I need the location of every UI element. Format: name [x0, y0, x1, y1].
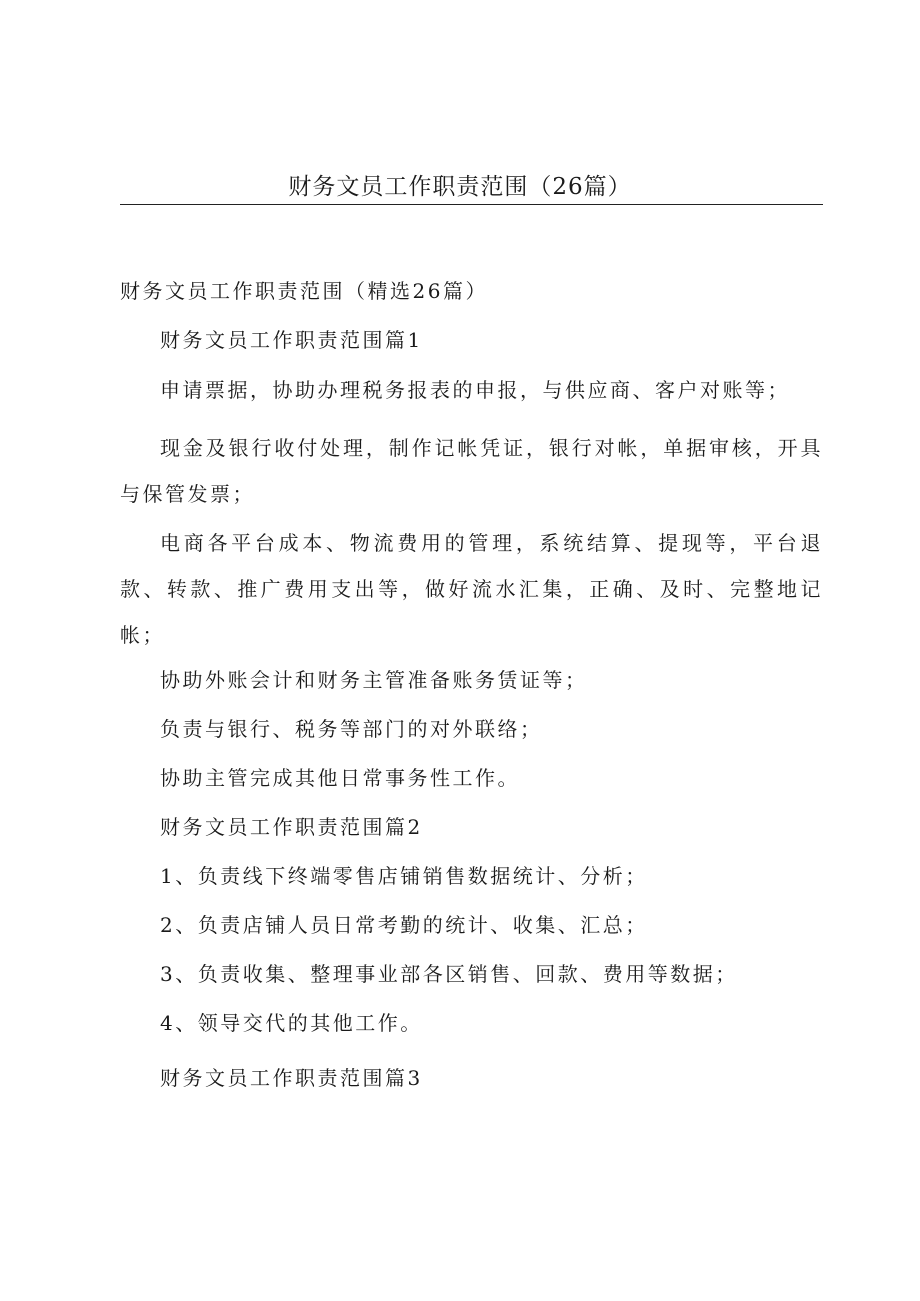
- section-2-paragraph: 2、负责店铺人员日常考勤的统计、收集、汇总；: [160, 913, 648, 937]
- section-1-paragraph: 协助外账会计和财务主管准备账务赁证等；: [160, 668, 588, 692]
- section-heading-1: 财务文员工作职责范围篇1: [160, 328, 423, 352]
- document-subtitle: 财务文员工作职责范围（精选26篇）: [120, 279, 488, 303]
- section-1-paragraph: 电商各平台成本、物流费用的管理，系统结算、提现等，平台退款、转款、推广费用支出等，做好流水汇集，正确、及时、完整地记帐；: [120, 531, 823, 647]
- section-heading-2: 财务文员工作职责范围篇2: [160, 815, 423, 839]
- section-heading-3: 财务文员工作职责范围篇3: [160, 1066, 423, 1090]
- document-title: 财务文员工作职责范围（26篇）: [288, 174, 632, 200]
- section-2-paragraph: 4、领导交代的其他工作。: [160, 1011, 423, 1035]
- title-underline: [120, 204, 823, 205]
- section-1-paragraph: 负责与银行、税务等部门的对外联络；: [160, 717, 543, 741]
- section-1-paragraph: 现金及银行收付处理，制作记帐凭证，银行对帐，单据审核，开具与保管发票；: [120, 436, 823, 506]
- section-1-paragraph: 协助主管完成其他日常事务性工作。: [160, 766, 520, 790]
- section-2-paragraph: 3、负责收集、整理事业部各区销售、回款、费用等数据；: [160, 962, 738, 986]
- section-1-paragraph: 申请票据，协助办理税务报表的申报，与供应商、客户对账等；: [160, 378, 790, 402]
- section-2-paragraph: 1、负责线下终端零售店铺销售数据统计、分析；: [160, 864, 648, 888]
